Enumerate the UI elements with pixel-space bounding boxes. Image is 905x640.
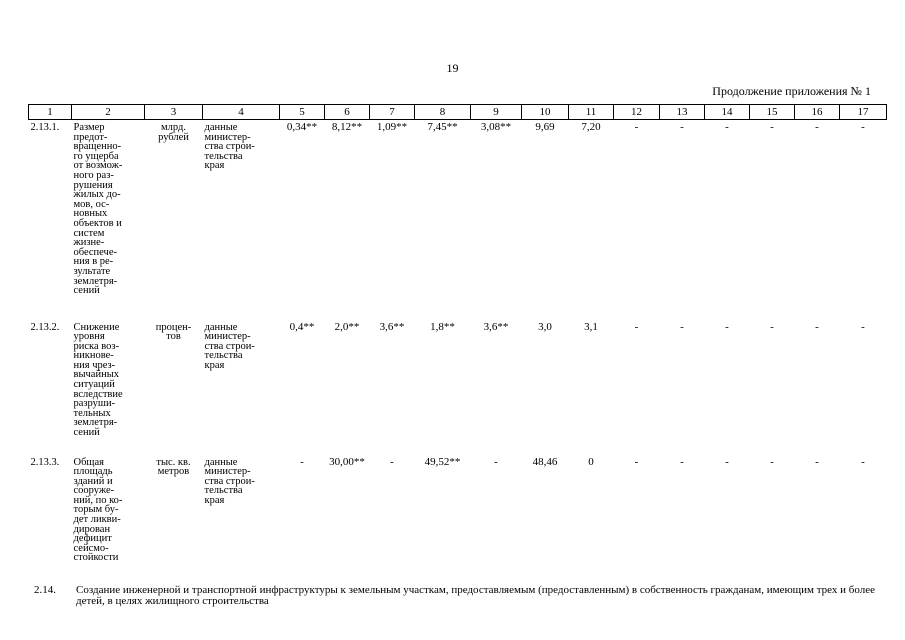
value-cell: 2,0** xyxy=(334,320,360,333)
header-cell: 2 xyxy=(72,105,145,120)
value-cell: 3,0 xyxy=(538,320,552,333)
value-cell: 7,45** xyxy=(427,121,458,133)
unit-cell: процен- тов xyxy=(155,321,192,343)
value-cell: - xyxy=(680,121,684,133)
header-cell: 16 xyxy=(795,105,840,120)
section-text: Создание инженерной и транспортной инфраструктуры к земельным участкам, предоставляемым (предоставленным) в собственность гражданам, имеющим трех и более детей, в целях жилищного строительства xyxy=(76,584,876,607)
value-cell: 3,6** xyxy=(483,320,509,333)
value-cell: - xyxy=(725,455,729,468)
indicator-name: Размер предот- вращенно- го ущерба от возмож- ного раз- рушения жилых до- мов, ос- новных объектов и систем жизне- обеспече- ния в ре- зультате землетря- сений xyxy=(73,122,123,297)
indicator-id: 2.13.3. xyxy=(30,456,60,468)
value-cell: - xyxy=(815,320,819,333)
value-cell: 0,4** xyxy=(289,320,315,333)
value-cell: - xyxy=(634,320,639,333)
value-cell: 48,46 xyxy=(532,455,558,468)
value-cell: 0,34** xyxy=(286,121,318,133)
header-cell: 14 xyxy=(705,105,750,120)
indicators-table xyxy=(28,104,887,580)
value-cell: 7,20 xyxy=(581,121,601,133)
header-cell: 8 xyxy=(415,105,471,120)
header-cell: 17 xyxy=(840,105,887,120)
value-cell: - xyxy=(861,455,865,468)
header-cell: 5 xyxy=(280,105,325,120)
source-cell: данные министер- ства строи- тельства края xyxy=(204,456,255,506)
unit-cell: тыс. кв. метров xyxy=(156,456,191,478)
value-cell: 0 xyxy=(588,455,594,468)
header-cell: 4 xyxy=(203,105,280,120)
value-cell: - xyxy=(725,320,729,333)
value-cell: 3,08** xyxy=(480,121,512,133)
header-cell: 7 xyxy=(370,105,415,120)
value-cell: 9,69 xyxy=(535,121,555,133)
value-cell: - xyxy=(725,121,729,133)
value-cell: - xyxy=(634,121,639,133)
header-cell: 15 xyxy=(750,105,795,120)
value-cell: - xyxy=(494,455,498,468)
value-cell: 49,52** xyxy=(424,455,461,468)
header-cell: 1 xyxy=(29,105,72,120)
source-cell: данные министер- ства строи- тельства края xyxy=(204,122,255,172)
table-row xyxy=(29,455,887,580)
value-cell: - xyxy=(300,455,304,468)
header-cell: 3 xyxy=(145,105,203,120)
value-cell: - xyxy=(861,121,865,133)
value-cell: - xyxy=(770,121,774,133)
value-cell: - xyxy=(815,121,819,133)
header-cell: 9 xyxy=(471,105,522,120)
indicator-name: Снижение уровня риска воз- никнове- ния чрез- вычайных ситуаций вследствие разруши- тельных землетря- сений xyxy=(73,321,123,439)
value-cell: - xyxy=(680,320,684,333)
indicator-id: 2.13.2. xyxy=(30,321,60,333)
value-cell: - xyxy=(390,455,394,468)
source-cell: данные министер- ства строи- тельства края xyxy=(204,321,255,371)
value-cell: 1,8** xyxy=(430,320,455,333)
indicator-name: Общая площадь зданий и сооруже- ний, по ко- торым бу- дет ликви- дирован дефицит сейсмо- стойкости xyxy=(73,456,123,564)
header-cell: 11 xyxy=(569,105,614,120)
page-number: 19 xyxy=(446,61,459,75)
table-row xyxy=(29,320,887,455)
value-cell: - xyxy=(634,455,639,468)
value-cell: 3,6** xyxy=(379,320,405,333)
unit-cell: млрд. рублей xyxy=(158,122,189,143)
continuation-label: Продолжение приложения № 1 xyxy=(712,84,871,98)
header-cell: 10 xyxy=(522,105,569,120)
header-cell: 12 xyxy=(614,105,660,120)
section-id: 2.14. xyxy=(34,584,56,596)
value-cell: 8,12** xyxy=(331,121,363,133)
value-cell: - xyxy=(770,455,774,468)
value-cell: 30,00** xyxy=(329,455,365,468)
value-cell: 1,09** xyxy=(376,121,408,133)
value-cell: - xyxy=(815,455,819,468)
header-cell: 6 xyxy=(325,105,370,120)
indicator-id: 2.13.1. xyxy=(30,122,60,133)
header-row xyxy=(29,105,887,120)
header-cell: 13 xyxy=(660,105,705,120)
value-cell: - xyxy=(861,320,865,333)
table-row xyxy=(29,120,887,320)
value-cell: - xyxy=(680,455,684,468)
value-cell: - xyxy=(770,320,774,333)
value-cell: 3,1 xyxy=(584,320,598,333)
